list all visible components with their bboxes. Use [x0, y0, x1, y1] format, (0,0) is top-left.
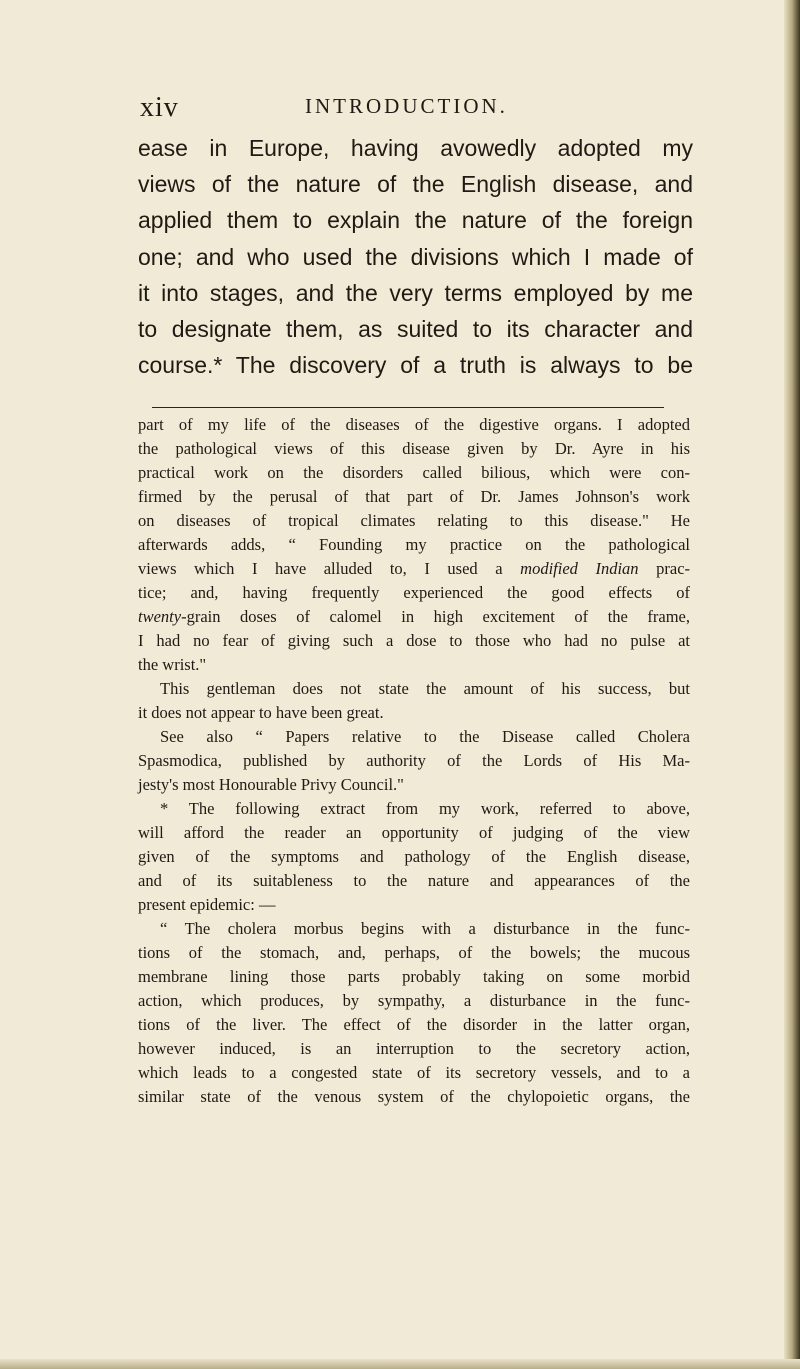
footnote-line: which leads to a congested state of its secretory vessels, and to a	[138, 1063, 690, 1083]
footnote-line: firmed by the perusal of that part of Dr. James Johnson's work	[138, 487, 690, 507]
footnote-line: afterwards adds, “ Founding my practice on the pathological	[138, 535, 690, 555]
footnote-line: See also “ Papers relative to the Disease called Cholera	[160, 727, 690, 747]
page-number: xiv	[140, 92, 179, 123]
footnote-line: it does not appear to have been great.	[138, 703, 384, 723]
footnote-line: I had no fear of giving such a dose to those who had no pulse at	[138, 631, 690, 651]
main-body-text	[138, 130, 693, 383]
footnote-line: will afford the reader an opportunity of judging of the view	[138, 823, 690, 843]
footnote-line: Spasmodica, published by authority of the Lords of His Ma-	[138, 751, 690, 771]
page-edge-shadow	[784, 0, 800, 1369]
italic-text: twenty	[138, 607, 182, 627]
footnote-rule	[152, 407, 664, 408]
footnote-text: -grain doses of calomel in high excitement of the frame,	[181, 607, 690, 627]
body-line: ease in Europe, having avowedly adopted my	[138, 135, 693, 161]
footnote-line: “ The cholera morbus begins with a disturbance in the func-	[160, 919, 690, 939]
footnote-line: similar state of the venous system of the chylopoietic organs, the	[138, 1087, 690, 1107]
footnote-line: * The following extract from my work, referred to above,	[160, 799, 690, 819]
page-header	[140, 92, 780, 124]
body-line: applied them to explain the nature of the foreign	[138, 207, 693, 234]
footnote-line	[138, 605, 690, 629]
footnote-line: tions of the stomach, and, perhaps, of the bowels; the mucous	[138, 943, 690, 963]
page-bottom-edge	[0, 1359, 800, 1369]
footnote-line: the pathological views of this disease given by Dr. Ayre in his	[138, 439, 690, 459]
footnote-line: membrane lining those parts probably taking on some morbid	[138, 967, 690, 987]
footnote-line: on diseases of tropical climates relating to this disease." He	[138, 511, 690, 531]
running-head: INTRODUCTION.	[305, 94, 508, 118]
footnote-line: however induced, is an interruption to the secretory action,	[138, 1039, 690, 1059]
footnote-line: tions of the liver. The effect of the disorder in the latter organ,	[138, 1015, 690, 1035]
body-line: to designate them, as suited to its character and	[138, 316, 693, 343]
body-line: one; and who used the divisions which I made of	[138, 243, 693, 270]
body-line: course.* The discovery of a truth is always to be	[138, 352, 693, 379]
footnote-block	[138, 413, 690, 1109]
footnote-line: practical work on the disorders called bilious, which were con-	[138, 463, 690, 483]
footnote-line: given of the symptoms and pathology of the English disease,	[138, 847, 690, 867]
footnote-line: part of my life of the diseases of the digestive organs. I adopted	[138, 415, 690, 434]
footnote-text: prac-	[656, 559, 691, 579]
footnote-line: the wrist."	[138, 655, 207, 675]
footnote-line: action, which produces, by sympathy, a disturbance in the func-	[138, 991, 690, 1011]
footnote-line	[138, 557, 690, 581]
footnote-line: jesty's most Honourable Privy Council."	[138, 775, 404, 795]
footnote-line: tice; and, having frequently experienced the good effects of	[138, 583, 690, 603]
footnote-line: This gentleman does not state the amount of his success, but	[160, 679, 690, 699]
footnote-line: present epidemic: —	[138, 895, 276, 915]
body-line: it into stages, and the very terms employed by me	[138, 279, 693, 306]
italic-text: modified Indian	[520, 559, 639, 579]
footnote-line: and of its suitableness to the nature and appearances of the	[138, 871, 690, 891]
footnote-text: views which I have alluded to, I used a	[138, 559, 503, 579]
body-line: views of the nature of the English disease, and	[138, 171, 693, 198]
